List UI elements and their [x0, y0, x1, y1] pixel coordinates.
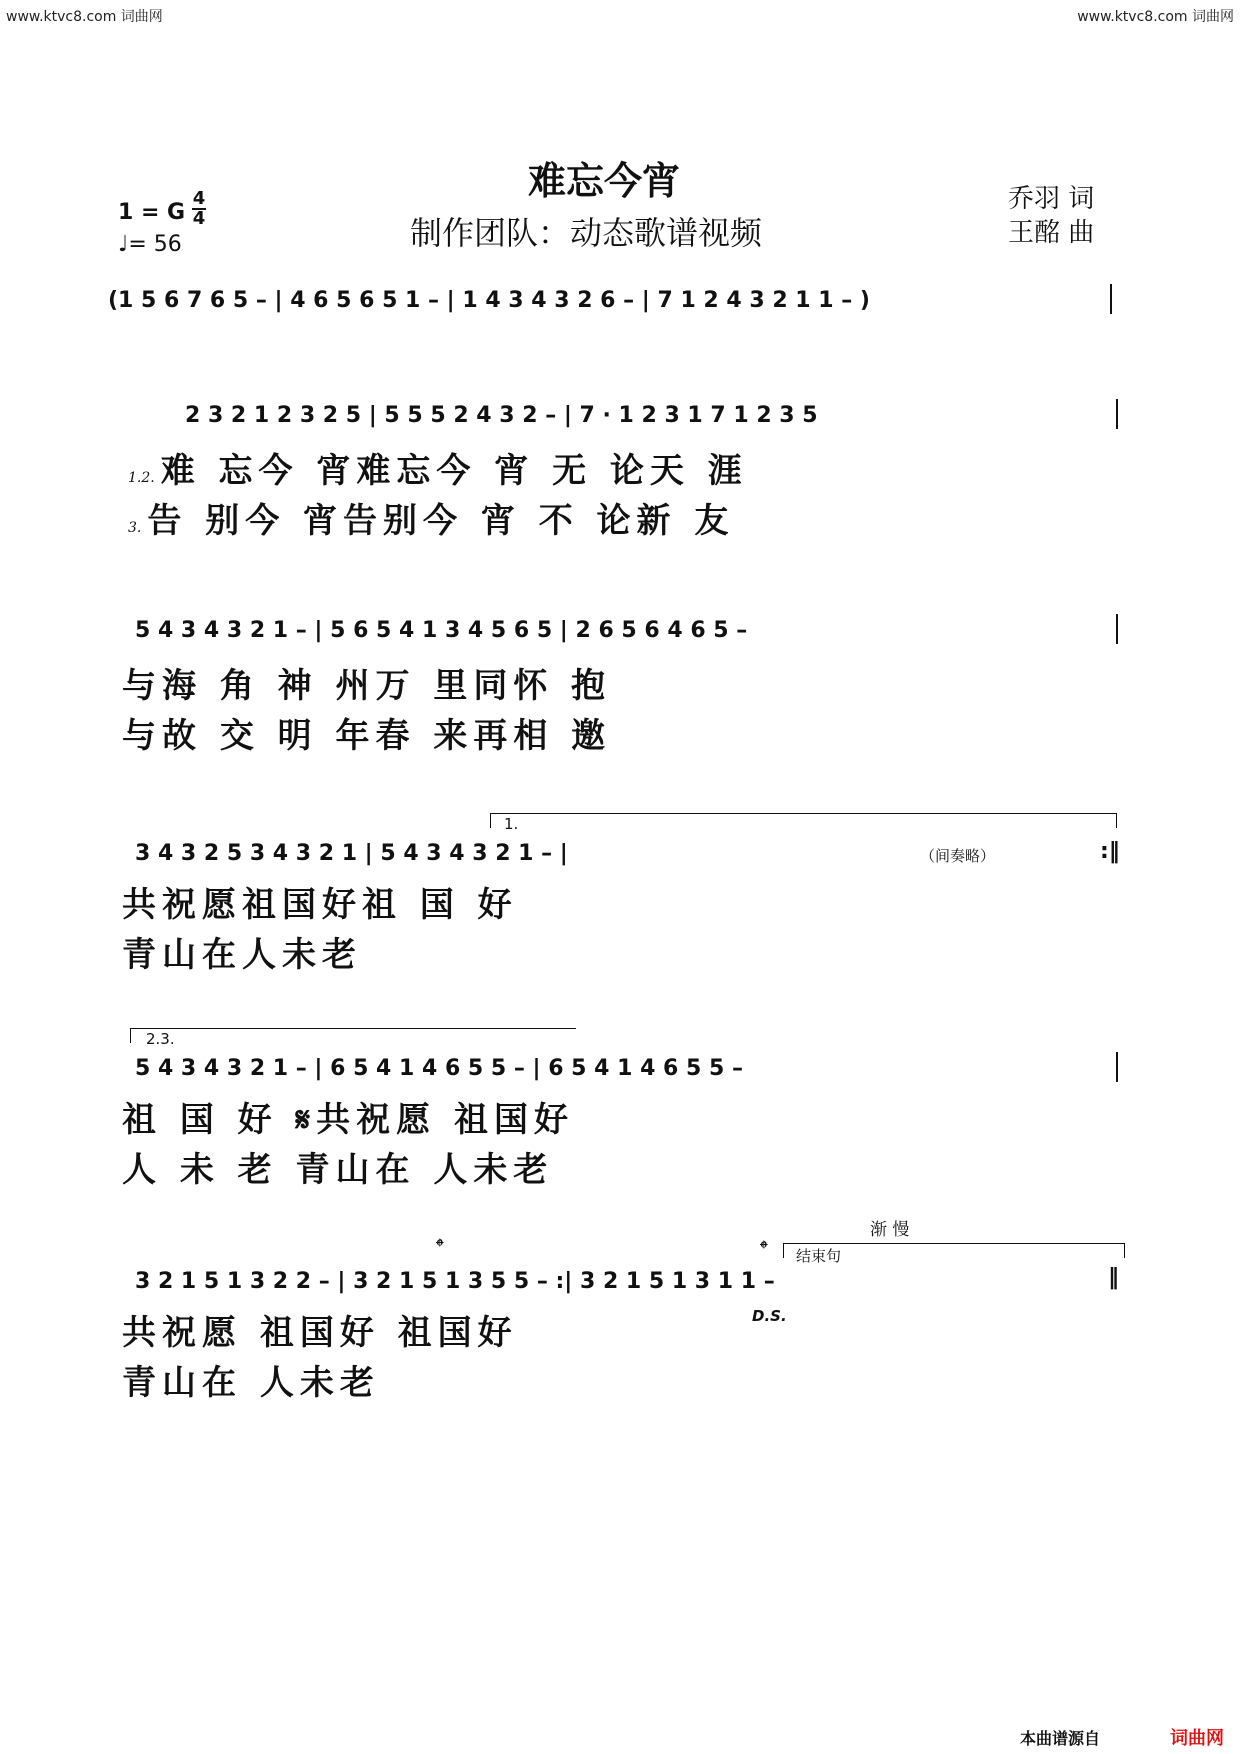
coda-label: 结束句 [796, 1247, 842, 1265]
verse-number: 1.2. [128, 470, 155, 486]
volta-label: 1. [504, 815, 519, 833]
subtitle: 制作团队：动态歌谱视频 [410, 214, 763, 252]
score-line-3 [0, 610, 1240, 760]
lyric-line-5-verse-1: 祖 国 好 𝄋共祝愿 祖国好 [122, 1100, 574, 1140]
tempo: ♩= 56 [118, 232, 182, 257]
notes-line-3: 5 4 3 4 3 2 1 – | 5 6 5 4 1 3 4 5 6 5 | 2 6 5 6 4 6 5 – [135, 618, 748, 643]
composer: 王酩 曲 [1008, 218, 1095, 248]
barline-end [1110, 284, 1112, 314]
barline-end [1116, 1052, 1118, 1082]
site-logo[interactable]: 词曲网 [1170, 1728, 1224, 1749]
time-numerator: 4 [192, 188, 206, 209]
lyric-line-6-verse-3: 青山在 人未老 [122, 1363, 380, 1403]
ds-mark: D.S. [752, 1307, 787, 1325]
time-signature [192, 190, 206, 228]
notes-line-6: 3 2 1 5 1 3 2 2 – | 3 2 1 5 1 3 5 5 – :| 3 2 1 5 1 3 1 1 – [135, 1269, 775, 1294]
volta-bracket-1 [490, 813, 1117, 828]
coda-symbol-2: 𝄌 [760, 1237, 768, 1262]
time-denominator: 4 [192, 208, 206, 229]
final-barline: ‖ [1108, 1265, 1119, 1290]
header-right: www.ktvc8.com 词曲网 [1077, 9, 1234, 25]
notes-line-1: (1 5 6 7 6 5 – | 4 6 5 6 5 1 – | 1 4 3 4 3 2 6 – | 7 1 2 4 3 2 1 1 – ) [108, 288, 870, 313]
lyricist: 乔羽 词 [1008, 184, 1095, 214]
key-signature: 1 = G [118, 200, 186, 225]
lyric-line-3-verse-3: 与故 交 明 年春 来再相 邀 [122, 716, 612, 756]
lyric-line-4-verse-1: 共祝愿祖国好祖 国 好 [122, 885, 518, 925]
repeat-sign: :‖ [1100, 839, 1120, 864]
lyric-line-6-verse-1: 共祝愿 祖国好 祖国好 [122, 1313, 518, 1353]
coda-symbol: 𝄌 [436, 1235, 444, 1260]
interlude-note: （间奏略） [920, 847, 996, 865]
score-line-5 [0, 1020, 1240, 1190]
tempo-mark-ritardando: 渐 慢 [870, 1220, 910, 1240]
score-line-2 [0, 395, 1240, 545]
volta-bracket-2 [130, 1028, 576, 1043]
score-line-4 [0, 805, 1240, 975]
notes-line-2: 2 3 2 1 2 3 2 5 | 5 5 5 2 4 3 2 – | 7 · 1 2 3 1 7 1 2 3 5 [185, 403, 818, 428]
header-left: www.ktvc8.com 词曲网 [6, 9, 163, 25]
lyric-text: 难 忘今 宵难忘今 宵 无 论天 涯 [160, 451, 748, 491]
notes-line-4: 3 4 3 2 5 3 4 3 2 1 | 5 4 3 4 3 2 1 – | [135, 841, 568, 866]
lyric-line-2-verse-1 [128, 443, 748, 492]
lyric-line-5-verse-3: 人 未 老 青山在 人未老 [122, 1150, 554, 1190]
barline-end [1116, 399, 1118, 429]
notes-line-5: 5 4 3 4 3 2 1 – | 6 5 4 1 4 6 5 5 – | 6 5 4 1 4 6 5 5 – [135, 1056, 743, 1081]
volta-label: 2.3. [146, 1030, 175, 1048]
score-line-6 [0, 1215, 1240, 1403]
lyric-text: 告 别今 宵告别今 宵 不 论新 友 [147, 501, 735, 541]
page-title: 难忘今宵 [528, 158, 681, 203]
verse-number: 3. [128, 520, 142, 536]
footer-source: 本曲谱源自 [1020, 1729, 1101, 1748]
lyric-line-3-verse-1: 与海 角 神 州万 里同怀 抱 [122, 666, 612, 706]
lyric-line-2-verse-3 [128, 493, 734, 542]
barline-end [1116, 614, 1118, 644]
lyric-line-4-verse-3: 青山在人未老 [122, 935, 362, 975]
